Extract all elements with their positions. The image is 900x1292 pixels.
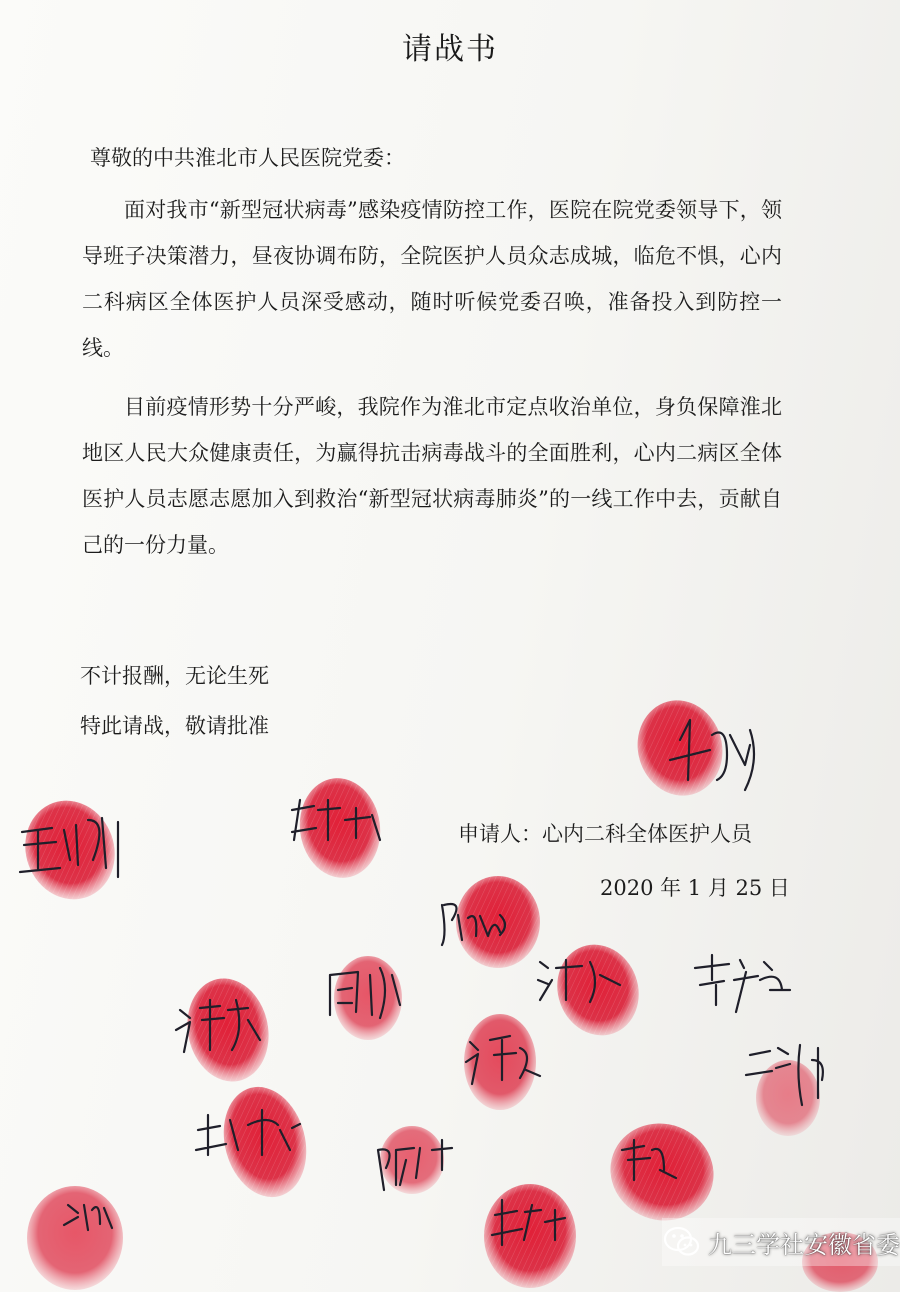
fingerprint — [27, 1186, 123, 1290]
paragraph-1: 面对我市“新型冠状病毒”感染疫情防控工作，医院在院党委领导下，领导班子决策潜力，昼夜协调布防，全院医护人员众志成城，临危不惧，心内二科病区全体医护人员深受感动，随时听候党委召唤，准备投入到防控一线。 — [82, 198, 782, 360]
wechat-icon — [662, 1222, 702, 1262]
salutation: 尊敬的中共淮北市人民医院党委： — [90, 146, 405, 170]
applicant-line: 申请人：心内二科全体医护人员 — [458, 822, 752, 846]
closing-line-2: 特此请战，敬请批准 — [80, 714, 269, 738]
paragraph-2: 目前疫情形势十分严峻，我院作为淮北市定点收治单位，身负保障淮北地区人民大众健康责任，为赢得抗击病毒战斗的全面胜利，心内二病区全体医护人员志愿志愿加入到救治“新型冠状病毒肺炎”的一线工作中去，贡献自己的一份力量。 — [82, 395, 782, 557]
watermark — [662, 1218, 900, 1266]
document-title: 请战书 — [402, 32, 498, 67]
signature-mark — [695, 955, 790, 1012]
fingerprint — [334, 956, 402, 1040]
fingerprint — [464, 1014, 536, 1110]
date-line: 2020 年 1 月 25 日 — [600, 876, 790, 900]
closing-line-1: 不计报酬，无论生死 — [80, 664, 269, 688]
watermark-text: 九三学社安徽省委 — [708, 1230, 900, 1259]
